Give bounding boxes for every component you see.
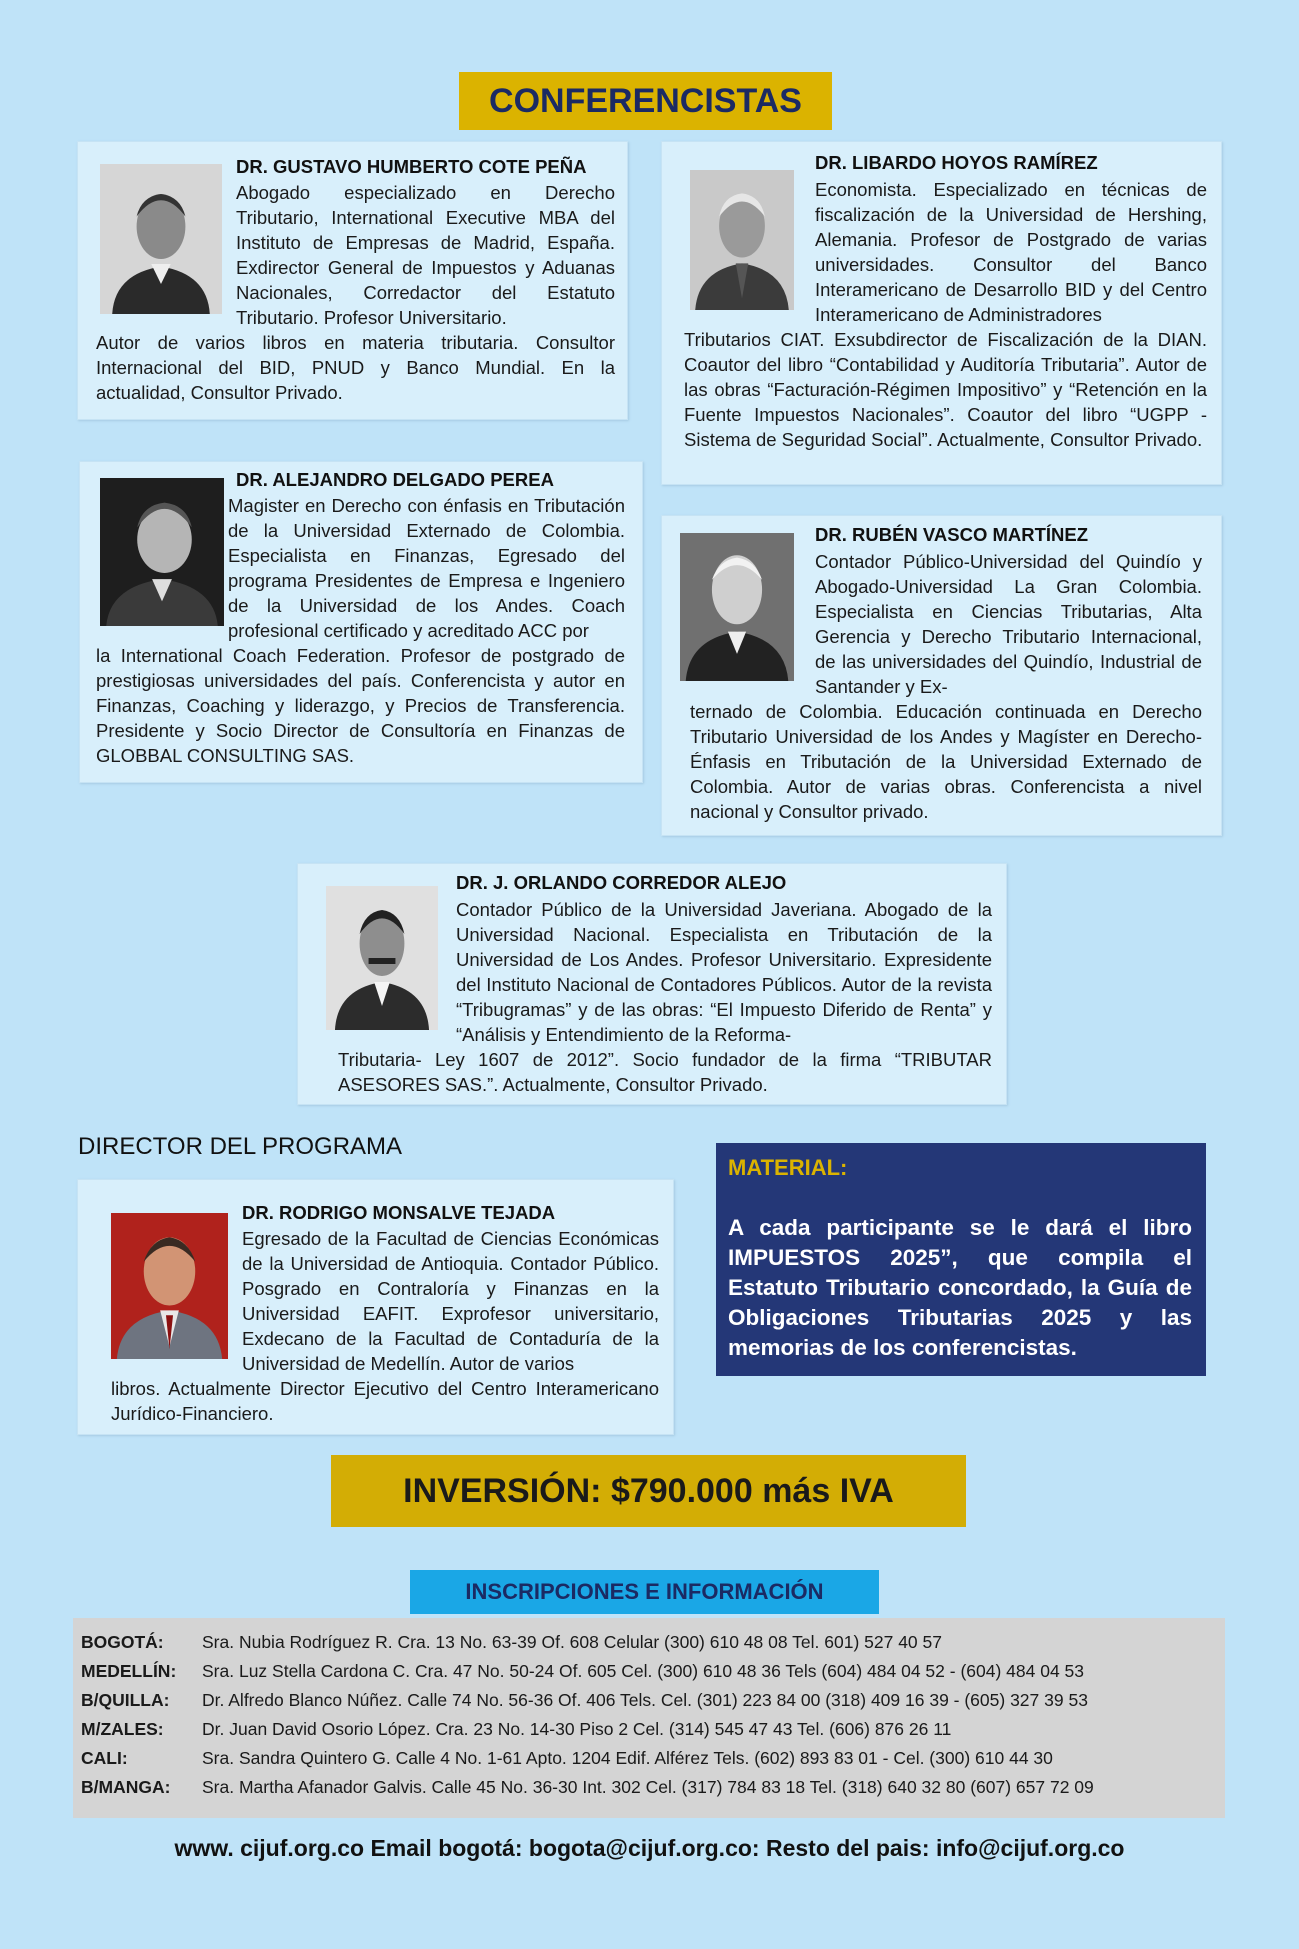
investment-banner: INVERSIÓN: $790.000 más IVA [331,1455,966,1527]
page-title: CONFERENCISTAS [459,72,832,130]
contact-row [81,1777,1217,1806]
speaker-card-delgado [79,461,643,783]
contact-info: Sra. Nubia Rodríguez R. Cra. 13 No. 63-39 Of. 608 Celular (300) 610 48 08 Tel. 601) 527 40 57 [202,1632,942,1652]
contact-info: Sra. Luz Stella Cardona C. Cra. 47 No. 50-24 Of. 605 Cel. (300) 610 48 36 Tels (604) 484 04 52 - (604) 484 04 53 [202,1661,1085,1681]
speaker-card-hoyos [661,141,1222,485]
contact-city: B/QUILLA: [81,1690,170,1710]
contact-row [81,1719,1217,1748]
director-photo [111,1213,228,1359]
speaker-photo [680,533,794,681]
speaker-name: DR. RUBÉN VASCO MARTÍNEZ [815,524,1089,545]
speaker-bio-continued: la International Coach Federation. Profesor de postgrado de prestigiosas universidades del país. Conferencista y autor en Finanzas, Coaching y liderazgo, y Precios de Transferencia. Presidente y Socio Director de Consultoría en Finanzas de GLOBBAL CONSULTING SAS. [96,645,625,766]
inscriptions-heading: INSCRIPCIONES E INFORMACIÓN [410,1570,879,1614]
speaker-bio: Economista. Especializado en técnicas de fiscalización de la Universidad de Hershing, Alemania. Profesor de Postgrado de varias universidades. Consultor del Banco Interamericano de Desarrollo BID y del Centro Interamericano de Administradores [815,179,1207,325]
speaker-photo [100,478,224,626]
speaker-bio-continued: ternado de Colombia. Educación continuada en Derecho Tributario Universidad de los Andes y Magíster en Derecho-Énfasis en Tributación de la Universidad Externado de Colombia. Autor de varias obras. Conferencista a nivel nacional y Consultor privado. [690,701,1202,822]
footer-contact: www. cijuf.org.co Email bogotá: bogota@cijuf.org.co: Resto del pais: info@cijuf.org.co [174,1835,1125,1861]
speaker-card-vasco [661,515,1222,836]
speaker-photo [100,164,222,314]
material-heading: MATERIAL: [728,1155,848,1180]
speaker-photo [326,886,438,1030]
director-bio: Egresado de la Facultad de Ciencias Económicas de la Universidad de Antioquia. Contador Público. Posgrado en Contraloría y Finanzas en la Universidad EAFIT. Exprofesor universitario, Exdecano de la Facultad de Contaduría de la Universidad de Medellín. Autor de varios [242,1228,659,1374]
contact-info: Sra. Sandra Quintero G. Calle 4 No. 1-61 Apto. 1204 Edif. Alférez Tels. (602) 893 83 01 - Cel. (300) 610 44 30 [202,1748,1053,1768]
contact-row [81,1632,1217,1661]
speaker-bio: Contador Público-Universidad del Quindío y Abogado-Universidad La Gran Colombia. Especialista en Ciencias Tributarias, Alta Gerencia y Derecho Tributario Internacional, de las universidades del Quindío, Industrial de Santander y Ex- [815,551,1202,697]
contact-city: M/ZALES: [81,1719,164,1739]
contact-row [81,1690,1217,1719]
speaker-name: DR. J. ORLANDO CORREDOR ALEJO [456,872,787,893]
director-card [77,1179,674,1435]
speaker-bio-continued: Autor de varios libros en materia tributaria. Consultor Internacional del BID, PNUD y Banco Mundial. En la actualidad, Consultor Privado. [96,332,615,403]
speaker-bio: Magister en Derecho con énfasis en Tributación de la Universidad Externado de Colombia. Especialista en Finanzas, Egresado del programa Presidentes de Empresa e Ingeniero de la Universidad de los Andes. Coach profesional certificado y acreditado ACC por [228,495,625,641]
speaker-name: DR. LIBARDO HOYOS RAMÍREZ [815,152,1098,173]
speaker-photo [690,170,794,310]
speaker-name: DR. ALEJANDRO DELGADO PEREA [236,469,554,490]
contact-city: B/MANGA: [81,1777,171,1797]
speaker-name: DR. GUSTAVO HUMBERTO COTE PEÑA [236,156,587,177]
contact-row [81,1661,1217,1690]
contact-city: MEDELLÍN: [81,1661,177,1681]
speaker-bio-continued: Tributaria- Ley 1607 de 2012”. Socio fundador de la firma “TRIBUTAR ASESORES SAS.”. Actualmente, Consultor Privado. [338,1049,992,1095]
contacts-table [73,1618,1225,1818]
contact-city: BOGOTÁ: [81,1632,164,1652]
speaker-bio: Abogado especializado en Derecho Tributario, International Executive MBA del Instituto de Empresas de Madrid, España. Exdirector General de Impuestos y Aduanas Nacionales, Corredactor del Estatuto Tributario. Profesor Universitario. [236,182,615,328]
director-bio-continued: libros. Actualmente Director Ejecutivo del Centro Interamericano Jurídico-Financiero. [111,1378,659,1424]
contact-row [81,1748,1217,1777]
material-text: A cada participante se le dará el libro IMPUESTOS 2025”, que compila el Estatuto Tributario concordado, la Guía de Obligaciones Tributarias 2025 y las memorias de los conferencistas. [728,1215,1192,1360]
contact-info: Sra. Martha Afanador Galvis. Calle 45 No. 36-30 Int. 302 Cel. (317) 784 83 18 Tel. (318) 640 32 80 (607) 657 72 09 [202,1777,1094,1797]
director-heading: DIRECTOR DEL PROGRAMA [78,1133,403,1160]
speaker-bio: Contador Público de la Universidad Javeriana. Abogado de la Universidad Nacional. Especialista en Tributación de la Universidad de Los Andes. Profesor Universitario. Expresidente del Instituto Nacional de Contadores Públicos. Autor de la revista “Tribugramas” y de las obras: “El Impuesto Diferido de Renta” y “Análisis y Entendimiento de la Reforma- [456,899,992,1045]
speaker-card-cote [77,141,628,420]
contact-info: Dr. Juan David Osorio López. Cra. 23 No. 14-30 Piso 2 Cel. (314) 545 47 43 Tel. (606) 876 26 11 [202,1719,952,1739]
director-name: DR. RODRIGO MONSALVE TEJADA [242,1202,556,1223]
contact-city: CALI: [81,1748,128,1768]
speaker-bio-continued: Tributarios CIAT. Exsubdirector de Fiscalización de la DIAN. Coautor del libro “Contabilidad y Auditoría Tributaria”. Autor de las obras “Facturación-Régimen Impositivo” y “Retención en la Fuente Impuestos Nacionales”. Coautor del libro “UGPP - Sistema de Seguridad Social”. Actualmente, Consultor Privado. [684,329,1207,450]
speaker-card-corredor [297,863,1007,1105]
material-box [716,1143,1206,1376]
contact-info: Dr. Alfredo Blanco Núñez. Calle 74 No. 56-36 Of. 406 Tels. Cel. (301) 223 84 00 (318) 409 16 39 - (605) 327 39 53 [202,1690,1088,1710]
